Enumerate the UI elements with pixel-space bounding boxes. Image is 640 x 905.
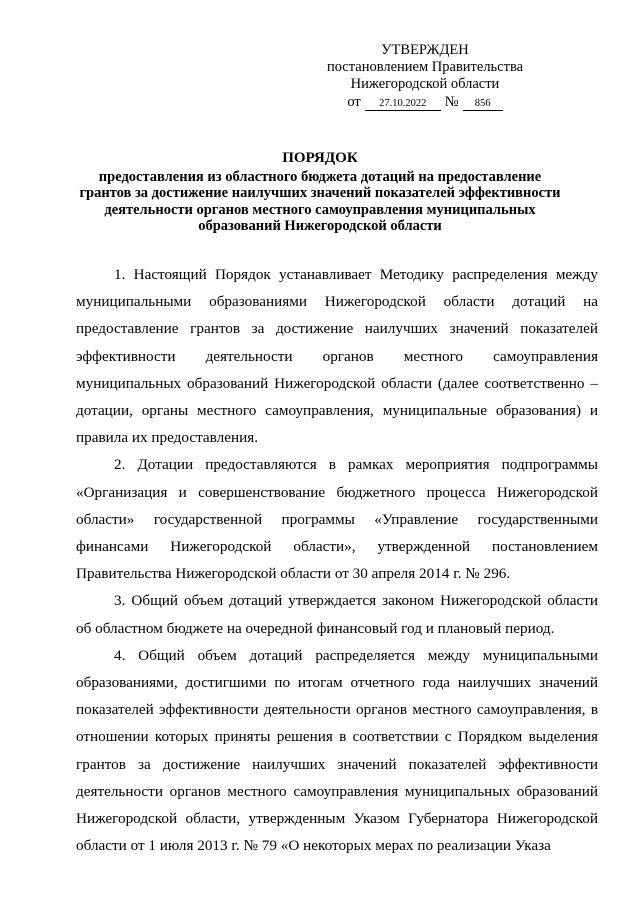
approval-date: 27.10.2022: [365, 98, 441, 111]
document-title: [60, 150, 580, 235]
number-sign: №: [444, 94, 459, 110]
paragraph-3: 3. Общий объем дотаций утверждается законом Нижегородской области об областном бюджете на очередной финансовый год и плановый период.: [76, 592, 598, 637]
date-prefix: от: [347, 94, 361, 110]
title-line: образований Нижегородской области: [198, 218, 442, 234]
title-heading: ПОРЯДОК: [282, 150, 358, 166]
approval-stamp-block: [300, 42, 550, 111]
paragraph-4: 4. Общий объем дотаций распределяется между муниципальными образованиями, достигшими по итогам отчетного года наилучших значений показателей эффективности деятельности органов местного самоуправления, в отношении которых приняты решения в соответствии с Порядком выделения грантов за достижение наилучших значений показателей эффективности деятельности органов местного самоуправления муниципальных образований Нижегородской области, утвержденным Указом Губернатора Нижегородской области от 1 июля 2013 г. № 79 «О некоторых мерах по реализации Указа: [76, 646, 598, 855]
approval-status: УТВЕРЖДЕН: [381, 42, 469, 58]
paragraph-2: 2. Дотации предоставляются в рамках мероприятия подпрограммы «Организация и совершенствование бюджетного процесса Нижегородской области» государственной программы «Управление государственными финансами Нижегородской области», утвержденной постановлением Правительства Нижегородской области от 30 апреля 2014 г. № 296.: [76, 456, 598, 583]
approval-number: 856: [463, 98, 503, 111]
paragraph-1: 1. Настоящий Порядок устанавливает Методику распределения между муниципальными образованиями Нижегородской области дотаций на предоставление грантов за достижение наилучших значений показателей эффективности деятельности органов местного самоуправления муниципальных образований Нижегородской области (далее соответственно – дотации, органы местного самоуправления, муниципальные образования) и правила их предоставления.: [76, 266, 598, 447]
title-line: грантов за достижение наилучших значений показателей эффективности: [79, 185, 561, 201]
title-line: деятельности органов местного самоуправления муниципальных: [104, 201, 536, 218]
document-body: [76, 261, 598, 859]
approval-authority: постановлением Правительства: [326, 59, 524, 75]
title-line: предоставления из областного бюджета дотаций на предоставление: [98, 168, 542, 185]
approval-date-number-line: [300, 94, 550, 111]
approval-region: Нижегородской области: [350, 76, 500, 92]
